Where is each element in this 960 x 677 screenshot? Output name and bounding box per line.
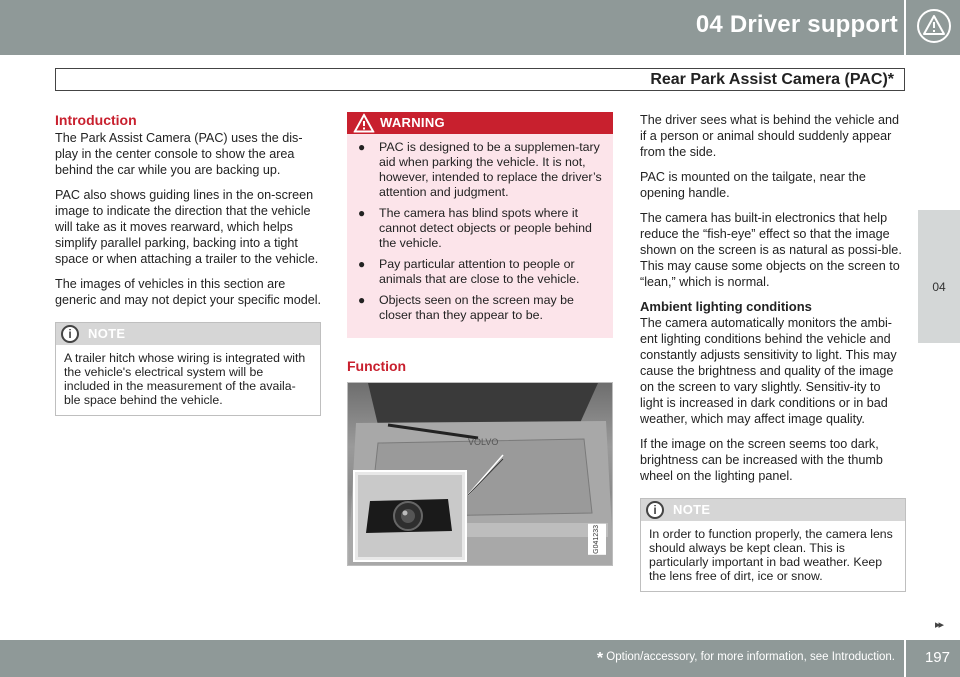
column-introduction	[55, 112, 321, 416]
footnote	[597, 650, 895, 668]
description-paragraph-2: PAC is mounted on the tailgate, near the opening handle.	[640, 170, 866, 200]
section-title-bar	[55, 68, 905, 91]
chapter-warning-tab	[904, 0, 960, 55]
description-paragraph-3: The camera has built-in electronics that help reduce the “fish-eye” effect so that the image shown on the screen is as natural as possi-ble. This may cause some objects on the screen to “lean,” which is normal.	[640, 211, 902, 289]
warning-triangle-icon	[916, 8, 952, 44]
section-title: Rear Park Assist Camera (PAC)*	[650, 71, 894, 88]
description-paragraph-5: If the image on the screen seems too dark, brightness can be increased with the thumb wheel on the lighting panel.	[640, 437, 883, 483]
footnote-asterisk: *	[596, 650, 604, 667]
info-icon: i	[61, 325, 79, 343]
warning-label: WARNING	[380, 115, 445, 130]
camera-location-photo	[347, 382, 613, 566]
list-item: ● The camera has blind spots where it cannot detect objects or people behind the vehicle.	[358, 206, 592, 250]
warning-header	[347, 112, 613, 134]
list-item: ● Pay particular attention to people or animals that are close to the vehicle.	[358, 257, 580, 286]
warning-triangle-icon	[353, 113, 375, 133]
note-header	[56, 323, 320, 345]
column-warning-function	[347, 112, 613, 566]
tailgate-illustration	[348, 383, 613, 566]
chapter-header-bar	[0, 0, 960, 55]
warning-box	[347, 112, 613, 338]
page-number: 197	[924, 649, 950, 666]
chapter-side-tab-label: 04	[932, 280, 946, 294]
list-item: ● PAC is designed to be a supplemen-tary aid when parking the vehicle. It is not, however, intended to replace the driver’s attention and judgment.	[358, 140, 602, 199]
column-description	[640, 112, 906, 592]
description-paragraph-4: The camera automatically monitors the ambi-ent lighting conditions behind the vehicle and constantly adjusts sensitivity to light. This may cause the brightness and quality of the image on the screen to vary slightly. Sensitiv-ity to light is increased in dark conditions or in bad weather, which may affect image quality.	[640, 316, 897, 426]
introduction-paragraph-1: The Park Assist Camera (PAC) uses the dis-play in the center console to show the area behind the car while you are backing up.	[55, 131, 303, 177]
list-item: ● Objects seen on the screen may be closer than they appear to be.	[358, 293, 574, 322]
description-paragraph-1: The driver sees what is behind the vehicle and if a person or animal should suddenly appear from the side.	[640, 113, 900, 159]
footnote-text: Option/accessory, for more information, see Introduction.	[606, 651, 895, 663]
note-box-trailer	[55, 322, 321, 416]
note-text: A trailer hitch whose wiring is integrated with the vehicle's electrical system will be included in the measurement of the availa-ble space behind the vehicle.	[64, 351, 306, 407]
note-text: In order to function properly, the camera lens should always be kept clean. This is particularly important in bad weather. Keep the lens free of dirt, ice or snow.	[649, 527, 893, 583]
brand-badge: VOLVO	[468, 437, 499, 447]
warning-list	[347, 134, 613, 323]
introduction-heading: Introduction	[55, 112, 137, 128]
image-code: G041233	[588, 524, 606, 555]
function-heading: Function	[347, 358, 407, 374]
introduction-paragraph-3: The images of vehicles in this section are generic and may not depict your specific model.	[55, 277, 322, 307]
info-icon: i	[646, 501, 664, 519]
introduction-paragraph-2: PAC also shows guiding lines in the on-screen image to indicate the direction that the vehicle will take as it moves rearward, which helps simplify parallel parking, backing into a tight space or when attaching a trailer to the vehicle.	[55, 188, 319, 266]
note-label: NOTE	[88, 326, 126, 341]
footer-bar	[0, 640, 960, 677]
chapter-title: 04 Driver support	[695, 11, 898, 38]
chapter-side-tab[interactable]	[918, 210, 960, 343]
note-box-lens	[640, 498, 906, 592]
page-number-tab	[904, 640, 960, 677]
note-header	[641, 499, 905, 521]
next-page-arrows-icon[interactable]: ▸▸	[934, 619, 942, 631]
note-label: NOTE	[673, 502, 711, 517]
ambient-lighting-heading: Ambient lighting conditions	[640, 299, 812, 314]
